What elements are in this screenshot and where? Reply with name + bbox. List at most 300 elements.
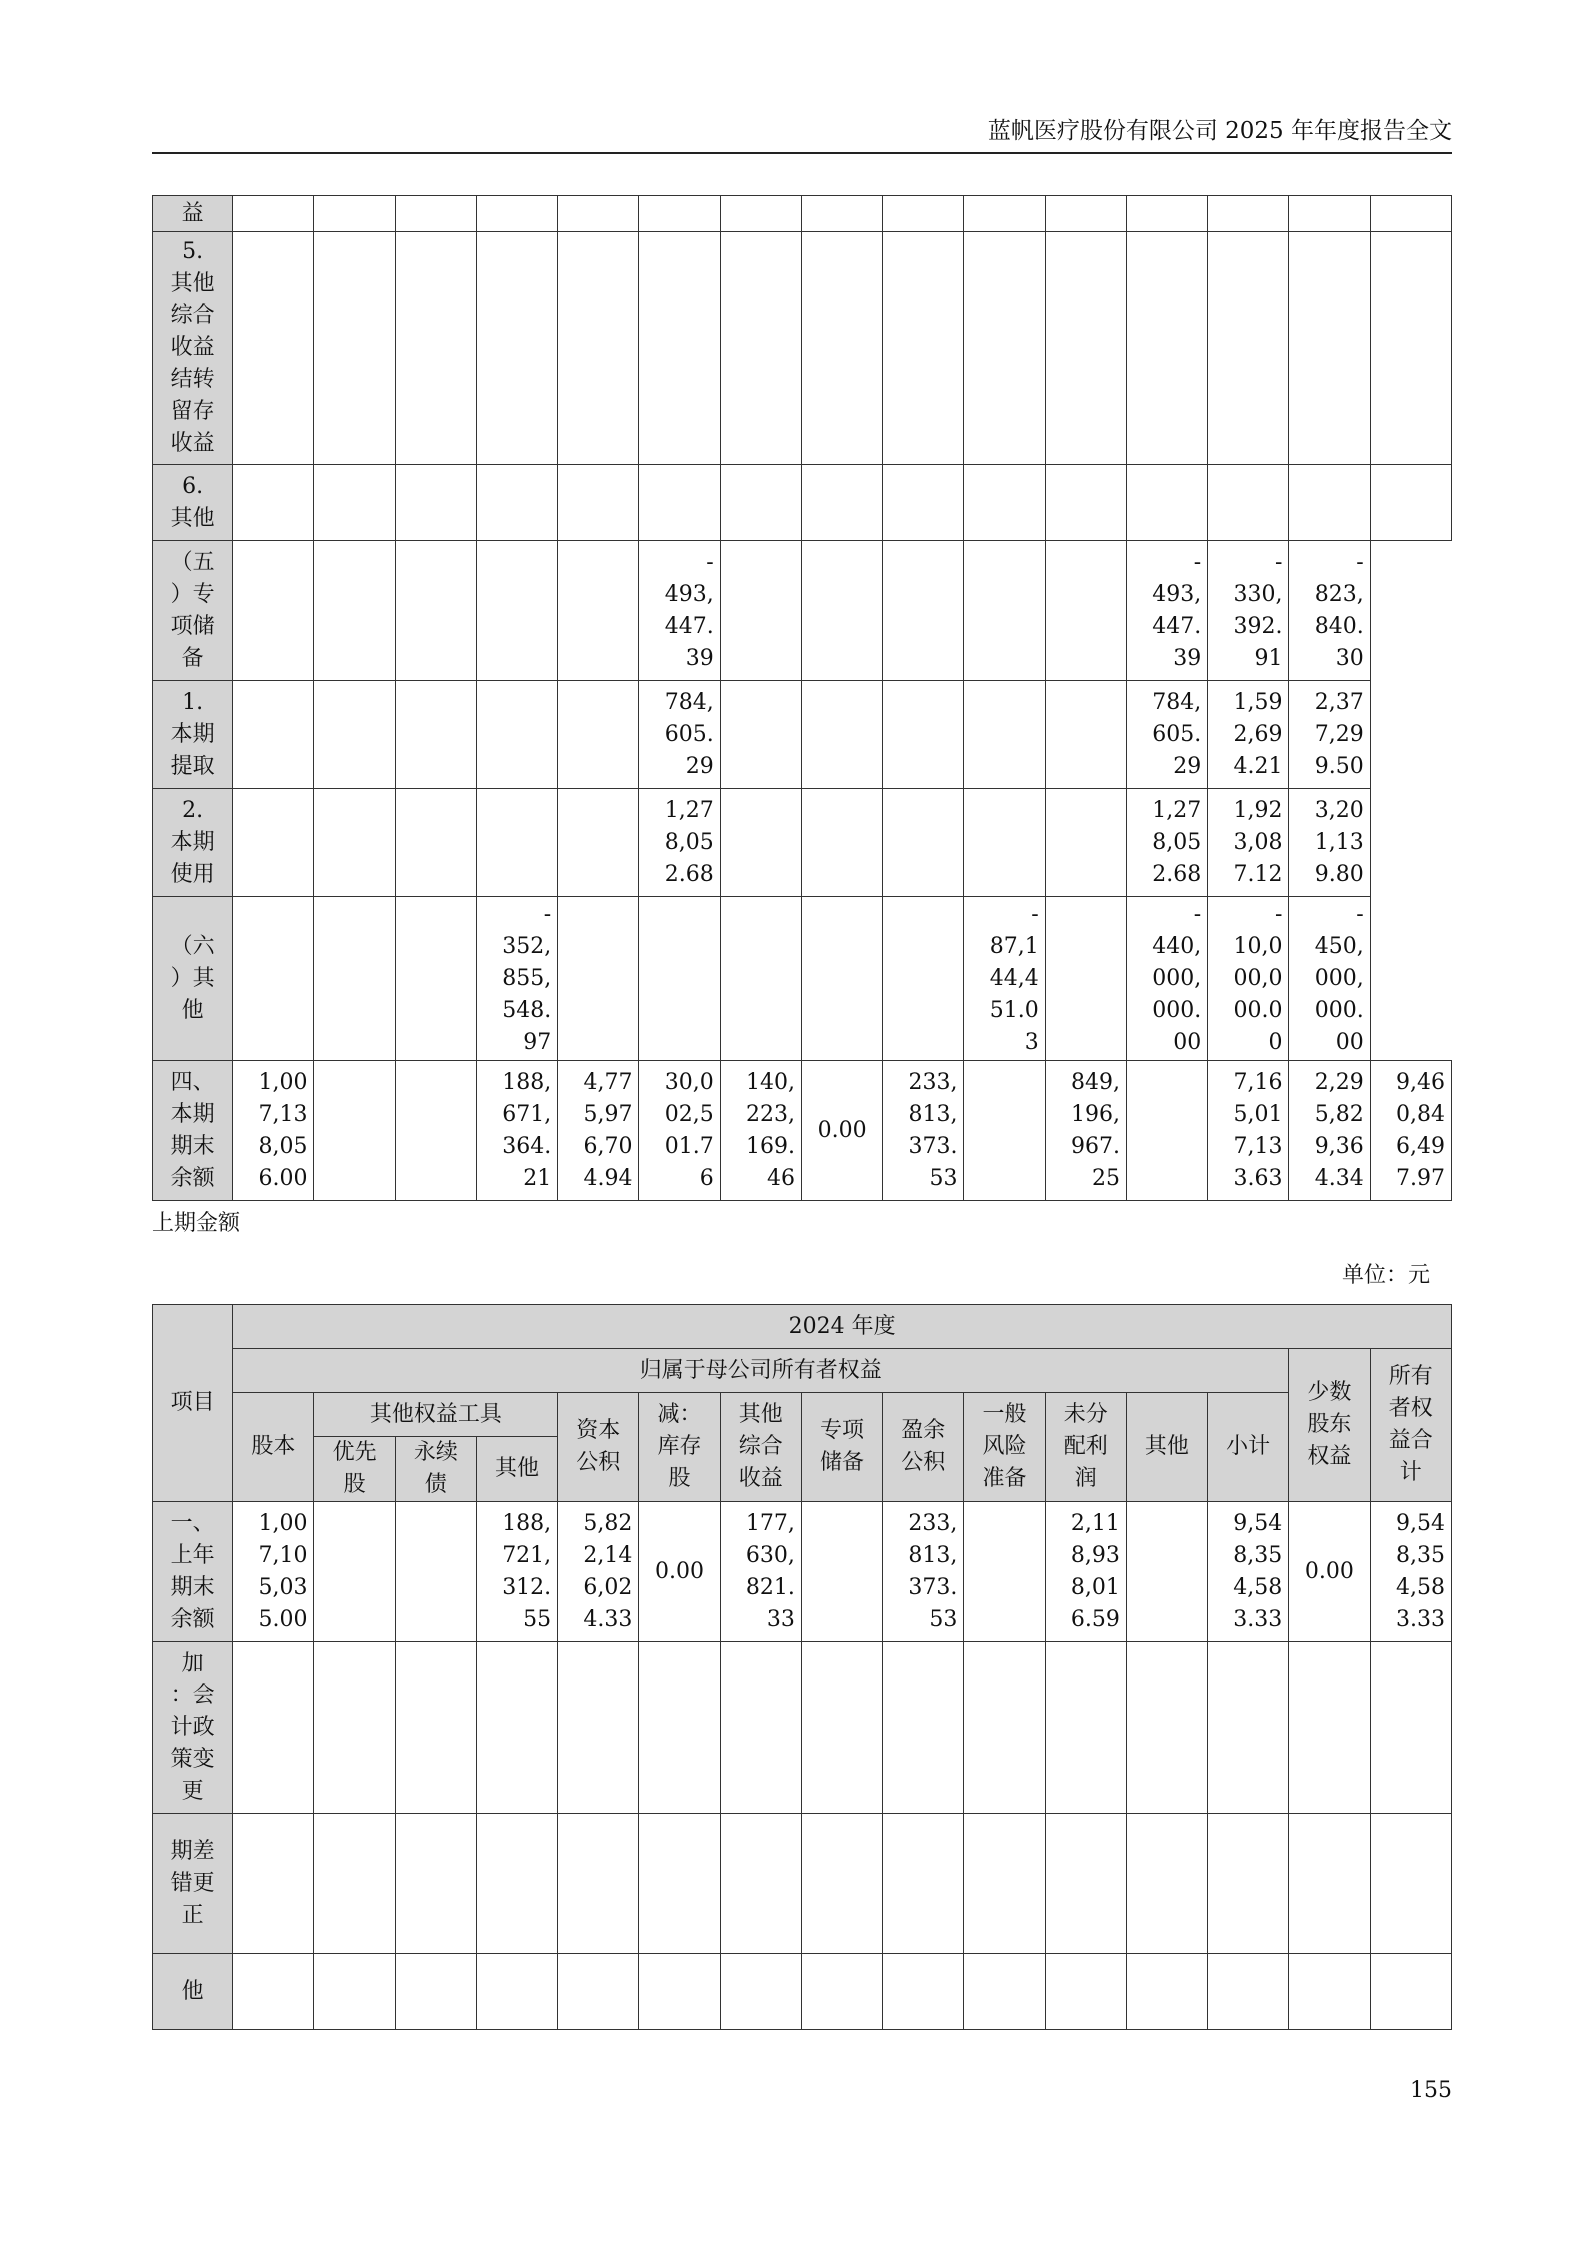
table-cell — [476, 897, 557, 1061]
table-cell — [801, 681, 882, 789]
table-cell — [1370, 1502, 1451, 1642]
table-cell — [314, 196, 395, 232]
table-cell — [233, 1814, 314, 1954]
cell-line: 余额 — [170, 1606, 215, 1632]
cell-line: 00,0 — [1233, 965, 1283, 991]
col-header-preferred — [314, 1437, 395, 1502]
col-header-general-risk — [964, 1393, 1045, 1502]
cell-line: 29 — [685, 753, 714, 779]
table-cell — [1289, 1642, 1370, 1814]
cell-line: 821. — [745, 1574, 795, 1600]
cell-line: - — [543, 901, 552, 927]
table-cell — [1045, 196, 1126, 232]
cell-line: 本期 — [170, 1101, 215, 1127]
cell-line: 02,5 — [664, 1101, 714, 1127]
table-cell — [1126, 1954, 1207, 2030]
row-label — [153, 1061, 233, 1201]
cell-line: 收益 — [170, 431, 215, 456]
cell-line: 97 — [523, 1029, 552, 1055]
cell-line: 233, — [908, 1069, 958, 1095]
table-cell — [639, 1061, 720, 1201]
table-cell — [964, 789, 1045, 897]
cell-line: 967. — [1071, 1133, 1120, 1159]
table-cell — [1289, 789, 1370, 897]
table-cell — [476, 789, 557, 897]
cell-line: 其他 — [738, 1402, 783, 1427]
table-cell — [1289, 1502, 1370, 1642]
table-cell — [1289, 541, 1370, 681]
table-cell — [558, 232, 639, 465]
cell-line: 5,82 — [583, 1510, 633, 1536]
cell-line: 计 — [1399, 1460, 1422, 1485]
cell-line: 4,58 — [1396, 1574, 1445, 1600]
header-rule — [152, 152, 1452, 154]
table-cell — [964, 1814, 1045, 1954]
table-cell — [558, 1642, 639, 1814]
cell-line: 专项 — [819, 1418, 864, 1443]
cell-line: 784, — [1152, 689, 1202, 715]
table-cell — [801, 1954, 882, 2030]
row-label — [153, 789, 233, 897]
cell-line: 结转 — [170, 367, 215, 392]
table-cell — [476, 232, 557, 465]
table-cell — [395, 789, 476, 897]
cell-line: 3,08 — [1233, 829, 1283, 855]
cell-line: 本期 — [170, 829, 215, 855]
table-cell — [883, 1061, 964, 1201]
cell-line: 548. — [502, 997, 552, 1023]
table-cell — [801, 1642, 882, 1814]
col-header-oci — [720, 1393, 801, 1502]
cell-line: - — [1275, 901, 1283, 927]
cell-line: 8,05 — [664, 829, 714, 855]
cell-line: 7,13 — [258, 1101, 308, 1127]
table-cell — [1045, 465, 1126, 541]
cell-line: 721, — [502, 1542, 552, 1568]
table-cell — [1289, 681, 1370, 789]
cell-line: 配利 — [1063, 1434, 1108, 1459]
table-cell — [1289, 232, 1370, 465]
table-row — [153, 1061, 1452, 1201]
cell-line: 51.0 — [989, 997, 1039, 1023]
cell-line: 01.7 — [664, 1133, 714, 1159]
table-cell — [964, 681, 1045, 789]
cell-line: 2,37 — [1314, 689, 1364, 715]
table-cell — [1289, 196, 1370, 232]
cell-line: 7,16 — [1233, 1069, 1283, 1095]
cell-line: 30,0 — [664, 1069, 714, 1095]
table-cell — [1370, 465, 1451, 541]
cell-line: 813, — [908, 1101, 958, 1127]
table-cell — [558, 1502, 639, 1642]
table-cell — [314, 897, 395, 1061]
cell-line: 0.00 — [655, 1558, 705, 1584]
cell-line: 3 — [1024, 1029, 1039, 1055]
cell-line: 4.94 — [583, 1165, 633, 1191]
cell-line: 综合 — [170, 303, 215, 328]
table-cell — [395, 1954, 476, 2030]
table-cell — [314, 465, 395, 541]
table-cell — [476, 1954, 557, 2030]
table-cell — [1045, 897, 1126, 1061]
table-cell — [964, 465, 1045, 541]
year-header: 2024 年度 — [233, 1305, 1452, 1349]
row-label — [153, 196, 233, 232]
table-cell — [314, 1954, 395, 2030]
cell-line: - — [1193, 901, 1202, 927]
cell-line: 55 — [523, 1606, 552, 1632]
cell-line: 177, — [745, 1510, 795, 1536]
table-cell — [395, 897, 476, 1061]
cell-line: 四、 — [170, 1069, 215, 1095]
table-row — [153, 681, 1452, 789]
cell-line: 润 — [1074, 1466, 1097, 1491]
table-cell — [314, 232, 395, 465]
cell-line: 公积 — [576, 1450, 621, 1475]
cell-line: 233, — [908, 1510, 958, 1536]
table-cell — [314, 1502, 395, 1642]
table-cell — [395, 541, 476, 681]
cell-line: 671, — [502, 1101, 552, 1127]
cell-line: （五 — [170, 549, 215, 575]
table-cell — [639, 1502, 720, 1642]
unit-label: 单位：元 — [1341, 1263, 1430, 1288]
cell-line: 000. — [1314, 997, 1364, 1023]
cell-line: 5.00 — [258, 1606, 308, 1632]
table-cell — [1126, 1642, 1207, 1814]
cell-line: 8,35 — [1233, 1542, 1283, 1568]
table-cell — [720, 681, 801, 789]
row-label — [153, 1954, 233, 2030]
cell-line: - — [1275, 549, 1283, 575]
cell-line: 1. — [182, 689, 204, 715]
cell-line: 库存 — [657, 1434, 702, 1459]
cell-line: 策变 — [170, 1746, 215, 1772]
cell-line: 盈余 — [901, 1418, 946, 1443]
table-cell — [314, 681, 395, 789]
table-cell — [558, 789, 639, 897]
table-cell — [395, 196, 476, 232]
cell-line: 4.34 — [1314, 1165, 1364, 1191]
table-cell — [476, 196, 557, 232]
table-cell — [233, 541, 314, 681]
cell-line: 公积 — [901, 1450, 946, 1475]
table-row — [153, 196, 1452, 232]
table-cell — [1208, 465, 1289, 541]
cell-line: 权益 — [1307, 1444, 1352, 1469]
cell-line: 21 — [523, 1165, 552, 1191]
cell-line: 223, — [746, 1101, 795, 1127]
col-header-surplus-reserve — [883, 1393, 964, 1502]
prior-period-label: 上期金额 — [152, 1211, 241, 1236]
cell-line: 188, — [502, 1510, 552, 1536]
row-label — [153, 465, 233, 541]
table-cell — [720, 465, 801, 541]
table-cell — [233, 232, 314, 465]
table-cell — [1289, 1061, 1370, 1201]
page-header: 蓝帆医疗股份有限公司 2025 年年度报告全文 — [987, 118, 1452, 144]
cell-line: 9,54 — [1396, 1510, 1445, 1536]
cell-line: 0,84 — [1396, 1101, 1445, 1127]
table-cell — [639, 541, 720, 681]
table-cell — [964, 1502, 1045, 1642]
table-cell — [476, 465, 557, 541]
row-label — [153, 541, 233, 681]
table-cell — [1126, 465, 1207, 541]
cell-line: 000. — [1152, 997, 1202, 1023]
col-header-item: 项目 — [153, 1305, 233, 1502]
cell-line: 资本 — [576, 1418, 621, 1443]
cell-line: 169. — [746, 1133, 795, 1159]
table-cell — [1370, 1061, 1451, 1201]
cell-line: 3.63 — [1233, 1165, 1283, 1191]
cell-line: 7,29 — [1314, 721, 1364, 747]
table-cell — [395, 1814, 476, 1954]
cell-line: 9,54 — [1233, 1510, 1283, 1536]
current-period-table — [152, 195, 1452, 1201]
cell-line: 优先 — [332, 1440, 377, 1465]
row-label — [153, 897, 233, 1061]
cell-line: 196, — [1071, 1101, 1120, 1127]
table-cell — [558, 465, 639, 541]
cell-line: 期差 — [170, 1838, 215, 1864]
table-cell — [883, 1814, 964, 1954]
cell-line: 00 — [1173, 1029, 1202, 1055]
row-label — [153, 1502, 233, 1642]
table-cell — [720, 1061, 801, 1201]
table-row — [153, 465, 1452, 541]
table-row — [153, 232, 1452, 465]
table-cell — [1126, 789, 1207, 897]
col-header-share-capital: 股本 — [233, 1393, 314, 1502]
table-cell — [1370, 196, 1451, 232]
cell-line: 493, — [1152, 581, 1202, 607]
table-cell — [639, 232, 720, 465]
cell-line: 6,02 — [583, 1574, 633, 1600]
table-cell — [314, 1642, 395, 1814]
table-cell — [1208, 1954, 1289, 2030]
cell-line: 605. — [664, 721, 714, 747]
cell-line: 1,13 — [1314, 829, 1364, 855]
other-equity-instruments-header: 其他权益工具 — [314, 1393, 558, 1437]
table-cell — [639, 1814, 720, 1954]
table-cell — [801, 1502, 882, 1642]
table-cell — [1126, 1814, 1207, 1954]
table-cell — [233, 1061, 314, 1201]
cell-line: （六 — [170, 933, 215, 959]
row-label — [153, 1642, 233, 1814]
cell-line: 00.0 — [1233, 997, 1283, 1023]
table-cell — [1045, 541, 1126, 681]
cell-line: 提取 — [170, 753, 215, 779]
table-cell — [1045, 789, 1126, 897]
cell-line: - — [1356, 901, 1364, 927]
table-cell — [720, 232, 801, 465]
cell-line: 605. — [1152, 721, 1202, 747]
table-cell — [801, 196, 882, 232]
table-cell — [558, 196, 639, 232]
table-cell — [233, 897, 314, 1061]
table-cell — [883, 196, 964, 232]
col-header-total — [1370, 1349, 1451, 1502]
cell-line: 53 — [929, 1606, 958, 1632]
table-cell — [476, 1642, 557, 1814]
table-cell — [720, 1954, 801, 2030]
table-cell — [883, 681, 964, 789]
cell-line: ）专 — [170, 581, 215, 607]
cell-line: 2.68 — [1152, 861, 1202, 887]
col-header-perpetual — [395, 1437, 476, 1502]
table-cell — [476, 1061, 557, 1201]
table-cell — [964, 232, 1045, 465]
table-cell — [1208, 196, 1289, 232]
col-header-undistributed — [1045, 1393, 1126, 1502]
table-cell — [395, 1502, 476, 1642]
table-cell — [314, 1814, 395, 1954]
table-cell — [720, 1502, 801, 1642]
table-cell — [476, 1814, 557, 1954]
table-cell — [1208, 232, 1289, 465]
cell-line: 1,00 — [258, 1510, 308, 1536]
table-cell — [1126, 541, 1207, 681]
cell-line: 1,27 — [1152, 797, 1202, 823]
table-cell — [801, 465, 882, 541]
table-cell — [883, 1502, 964, 1642]
cell-line: 39 — [685, 645, 714, 671]
cell-line: 4.33 — [583, 1606, 633, 1632]
col-header-treasury-stock — [639, 1393, 720, 1502]
table-cell — [639, 1954, 720, 2030]
table-cell — [1289, 1814, 1370, 1954]
col-header-minority — [1289, 1349, 1370, 1502]
cell-line: 8,01 — [1070, 1574, 1120, 1600]
cell-line: 840. — [1314, 613, 1364, 639]
cell-line: 其他 — [170, 505, 215, 531]
cell-line: 87,1 — [989, 933, 1039, 959]
cell-line: 1,00 — [258, 1069, 308, 1095]
cell-line: 加 — [181, 1650, 204, 1676]
cell-line: 9.80 — [1314, 861, 1364, 887]
cell-line: 正 — [181, 1902, 204, 1928]
cell-line: 447. — [664, 613, 714, 639]
cell-line: 188, — [502, 1069, 552, 1095]
cell-line: ）其 — [170, 965, 215, 991]
table-cell — [558, 541, 639, 681]
table-row — [153, 1954, 1452, 2030]
cell-line: 630, — [745, 1542, 795, 1568]
cell-line: 一般 — [982, 1402, 1027, 1427]
cell-line: 330, — [1233, 581, 1283, 607]
col-header-special-reserve — [801, 1393, 882, 1502]
cell-line: 000, — [1314, 965, 1364, 991]
cell-line: 风险 — [982, 1434, 1027, 1459]
table-cell — [1289, 1954, 1370, 2030]
table-cell — [1289, 465, 1370, 541]
cell-line: 备 — [181, 645, 204, 671]
cell-line: 33 — [766, 1606, 795, 1632]
cell-line: 3.33 — [1396, 1606, 1445, 1632]
table-cell — [720, 1814, 801, 1954]
cell-line: 他 — [181, 1978, 204, 2004]
table-cell — [1370, 1642, 1451, 1814]
parent-equity-header: 归属于母公司所有者权益 — [233, 1349, 1289, 1393]
table-row — [153, 897, 1452, 1061]
cell-line: 项储 — [170, 613, 215, 639]
cell-line: 准备 — [982, 1466, 1027, 1491]
table-cell — [1370, 1954, 1451, 2030]
table-cell — [476, 541, 557, 681]
cell-line: 6 — [699, 1165, 714, 1191]
table-cell — [1208, 1642, 1289, 1814]
cell-line: 他 — [181, 997, 204, 1023]
cell-line: 5,01 — [1233, 1101, 1283, 1127]
table-row — [153, 541, 1452, 681]
cell-line: 永续 — [413, 1440, 458, 1465]
table-cell — [476, 1502, 557, 1642]
cell-line: 计政 — [170, 1714, 215, 1740]
cell-line: 余额 — [170, 1165, 215, 1191]
table-cell — [233, 196, 314, 232]
cell-line: 447. — [1152, 613, 1202, 639]
cell-line: 53 — [929, 1165, 958, 1191]
cell-line: 450, — [1314, 933, 1364, 959]
cell-line: 留存 — [170, 399, 215, 424]
table-cell — [233, 789, 314, 897]
table-cell — [1289, 897, 1370, 1061]
table-cell — [964, 1642, 1045, 1814]
cell-line: 5,82 — [1314, 1101, 1364, 1127]
table-cell — [964, 541, 1045, 681]
table-cell — [720, 196, 801, 232]
cell-line: - — [706, 549, 714, 575]
cell-line: 4,77 — [583, 1069, 633, 1095]
table-row — [153, 1814, 1452, 1954]
cell-line: 10,0 — [1233, 933, 1283, 959]
cell-line: 25 — [1091, 1165, 1120, 1191]
table-cell — [314, 789, 395, 897]
table-cell — [964, 1954, 1045, 2030]
prior-period-table — [152, 1304, 1452, 2030]
table-cell — [1208, 897, 1289, 1061]
table-cell — [1045, 232, 1126, 465]
cell-line: 5. — [182, 239, 204, 264]
table-cell — [883, 1642, 964, 1814]
table-cell — [883, 897, 964, 1061]
table-row — [153, 1502, 1452, 1642]
table-cell — [1208, 1502, 1289, 1642]
cell-line: - — [1193, 549, 1202, 575]
table-cell — [558, 1954, 639, 2030]
cell-line: 收益 — [170, 335, 215, 360]
cell-line: 5,97 — [583, 1101, 633, 1127]
table-cell — [1126, 1061, 1207, 1201]
table-cell — [639, 681, 720, 789]
cell-line: 8,35 — [1396, 1542, 1445, 1568]
cell-line: 一、 — [170, 1510, 215, 1536]
table-cell — [801, 789, 882, 897]
table-cell — [720, 1642, 801, 1814]
table-cell — [1208, 681, 1289, 789]
cell-line: 6,70 — [583, 1133, 633, 1159]
cell-line: 30 — [1335, 645, 1364, 671]
cell-line: 收益 — [738, 1466, 783, 1491]
cell-line: 6.59 — [1070, 1606, 1120, 1632]
table-cell — [233, 1642, 314, 1814]
cell-line: 2. — [182, 797, 204, 823]
cell-line: 者权 — [1388, 1396, 1433, 1421]
cell-line: 352, — [502, 933, 552, 959]
table-cell — [233, 1954, 314, 2030]
